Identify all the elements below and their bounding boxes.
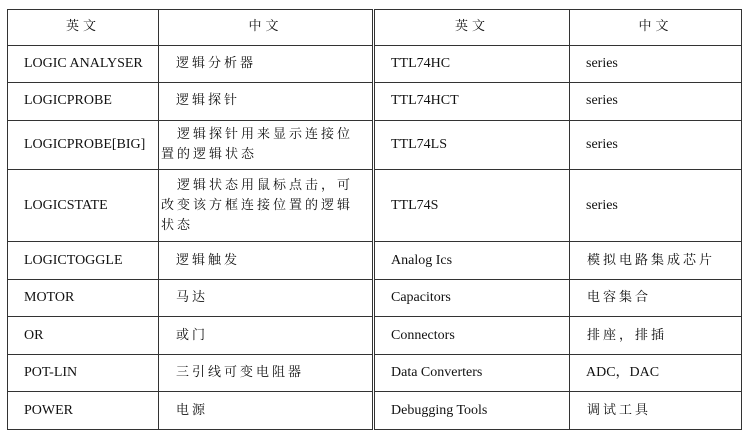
header-left-english: 英文 bbox=[8, 10, 159, 46]
cell-left-english: OR bbox=[8, 317, 159, 355]
header-right-english: 英文 bbox=[374, 10, 570, 46]
cell-right-chinese: ADC，DAC bbox=[570, 354, 742, 392]
cell-right-english: Analog Ics bbox=[374, 242, 570, 280]
cell-left-chinese: 逻辑状态用鼠标点击，可改变该方框连接位置的逻辑状态 bbox=[159, 170, 374, 242]
table-row bbox=[8, 317, 742, 355]
header-row bbox=[8, 10, 742, 46]
cell-right-chinese: series bbox=[570, 45, 742, 83]
cell-left-english: LOGICPROBE bbox=[8, 83, 159, 121]
cell-right-chinese: 模拟电路集成芯片 bbox=[570, 242, 742, 280]
cell-left-english: MOTOR bbox=[8, 279, 159, 317]
cell-left-chinese: 电源 bbox=[159, 392, 374, 430]
cell-right-chinese: 排座，排插 bbox=[570, 317, 742, 355]
cell-right-english: Connectors bbox=[374, 317, 570, 355]
cell-left-chinese: 逻辑分析器 bbox=[159, 45, 374, 83]
table-row bbox=[8, 279, 742, 317]
cell-right-english: Debugging Tools bbox=[374, 392, 570, 430]
cell-left-english: LOGIC ANALYSER bbox=[8, 45, 159, 83]
cell-right-english: TTL74HCT bbox=[374, 83, 570, 121]
table-row bbox=[8, 354, 742, 392]
table-row bbox=[8, 83, 742, 121]
cell-left-chinese: 逻辑触发 bbox=[159, 242, 374, 280]
cell-right-chinese: series bbox=[570, 83, 742, 121]
cell-left-chinese: 逻辑探针用来显示连接位置的逻辑状态 bbox=[159, 120, 374, 170]
cell-left-english: POWER bbox=[8, 392, 159, 430]
cell-left-chinese: 马达 bbox=[159, 279, 374, 317]
header-right-chinese: 中文 bbox=[570, 10, 742, 46]
cell-left-english: LOGICSTATE bbox=[8, 170, 159, 242]
cell-right-english: TTL74LS bbox=[374, 120, 570, 170]
cell-left-english: LOGICPROBE[BIG] bbox=[8, 120, 159, 170]
cell-left-chinese: 或门 bbox=[159, 317, 374, 355]
cell-left-chinese: 三引线可变电阻器 bbox=[159, 354, 374, 392]
table-row bbox=[8, 242, 742, 280]
cell-right-chinese: 电容集合 bbox=[570, 279, 742, 317]
cell-right-english: Data Converters bbox=[374, 354, 570, 392]
cell-right-english: Capacitors bbox=[374, 279, 570, 317]
glossary-table bbox=[7, 9, 742, 430]
table-row bbox=[8, 392, 742, 430]
table-row bbox=[8, 120, 742, 170]
table-row bbox=[8, 45, 742, 83]
cell-left-chinese: 逻辑探针 bbox=[159, 83, 374, 121]
cell-right-chinese: 调试工具 bbox=[570, 392, 742, 430]
cell-left-english: LOGICTOGGLE bbox=[8, 242, 159, 280]
cell-right-english: TTL74HC bbox=[374, 45, 570, 83]
cell-right-english: TTL74S bbox=[374, 170, 570, 242]
cell-right-chinese: series bbox=[570, 170, 742, 242]
cell-left-english: POT-LIN bbox=[8, 354, 159, 392]
cell-right-chinese: series bbox=[570, 120, 742, 170]
table-row bbox=[8, 170, 742, 242]
header-left-chinese: 中文 bbox=[159, 10, 374, 46]
